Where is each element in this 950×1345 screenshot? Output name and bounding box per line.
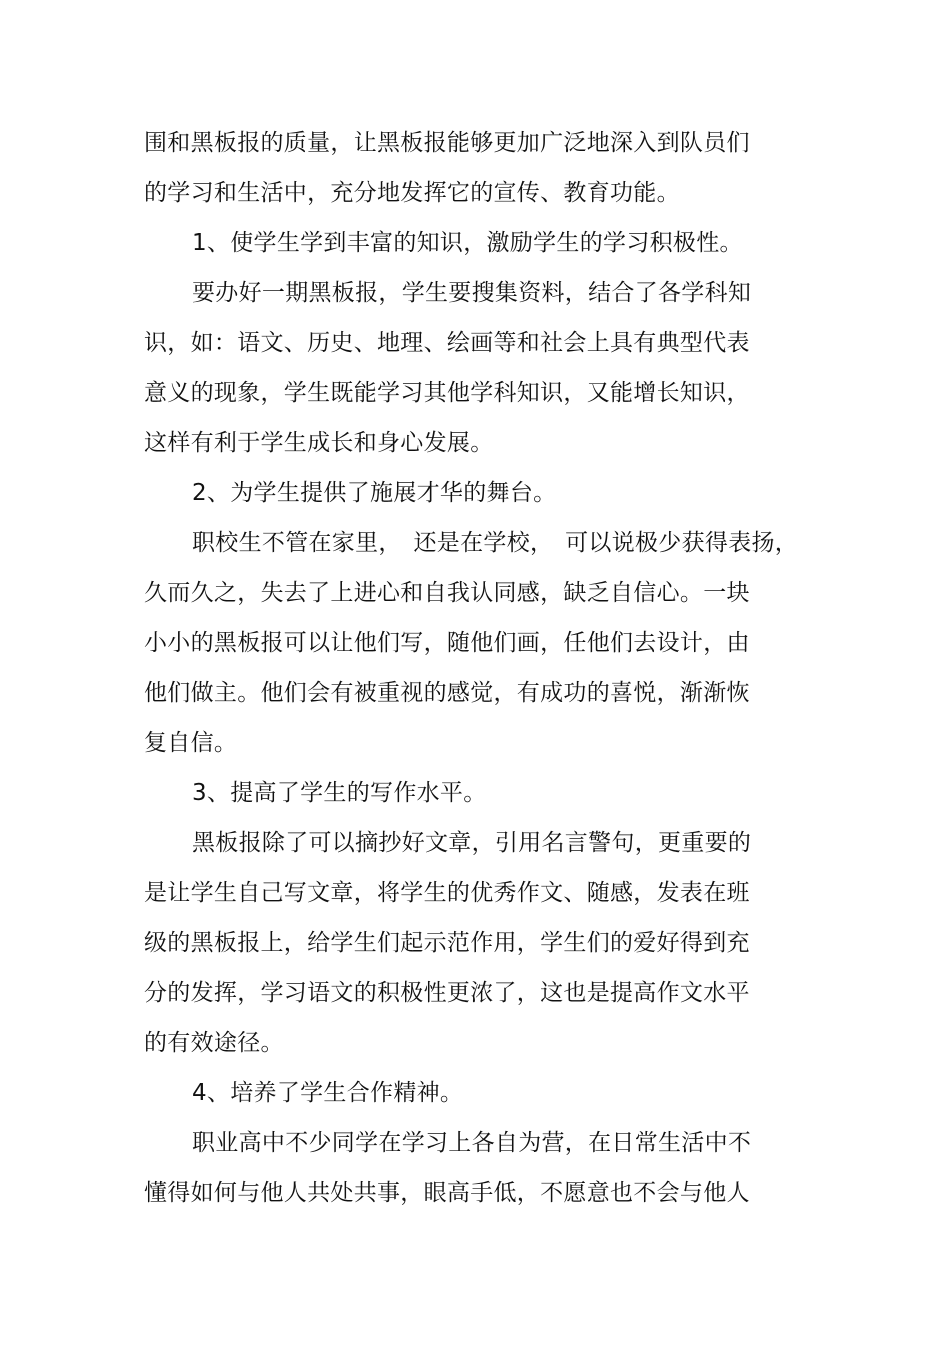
text-line: 识，如：语文、历史、地理、绘画等和社会上具有典型代表 bbox=[144, 330, 750, 356]
text-line: 级的黑板报上，给学生们起示范作用，学生们的爱好得到充 bbox=[144, 930, 750, 956]
paragraph-start: 职业高中不少同学在学习上各自为营，在日常生活中不 bbox=[192, 1130, 752, 1156]
text-line: 意义的现象，学生既能学习其他学科知识，又能增长知识， bbox=[144, 380, 750, 406]
section-heading-2: 2、为学生提供了施展才华的舞台。 bbox=[192, 480, 557, 506]
text-line: 这样有利于学生成长和身心发展。 bbox=[144, 430, 494, 456]
paragraph-start: 黑板报除了可以摘抄好文章，引用名言警句，更重要的 bbox=[192, 830, 752, 856]
text-line: 围和黑板报的质量，让黑板报能够更加广泛地深入到队员们 bbox=[144, 130, 750, 156]
text-line: 他们做主。他们会有被重视的感觉，有成功的喜悦，渐渐恢 bbox=[144, 680, 750, 706]
paragraph-start: 要办好一期黑板报，学生要搜集资料，结合了各学科知 bbox=[192, 280, 752, 306]
text-line: 是让学生自己写文章，将学生的优秀作文、随感，发表在班 bbox=[144, 880, 750, 906]
section-heading-3: 3、提高了学生的写作水平。 bbox=[192, 780, 487, 806]
text-line: 的有效途径。 bbox=[144, 1030, 284, 1056]
text-line: 复自信。 bbox=[144, 730, 238, 756]
text-line: 懂得如何与他人共处共事，眼高手低，不愿意也不会与他人 bbox=[144, 1180, 750, 1206]
text-line: 久而久之，失去了上进心和自我认同感，缺乏自信心。一块 bbox=[144, 580, 750, 606]
paragraph-start: 职校生不管在家里， 还是在学校， 可以说极少获得表扬， bbox=[192, 530, 799, 556]
text-line: 小小的黑板报可以让他们写，随他们画，任他们去设计，由 bbox=[144, 630, 750, 656]
document-body bbox=[144, 118, 804, 1218]
text-line: 的学习和生活中，充分地发挥它的宣传、教育功能。 bbox=[144, 180, 680, 206]
section-heading-4: 4、培养了学生合作精神。 bbox=[192, 1080, 464, 1106]
section-heading-1: 1、使学生学到丰富的知识，激励学生的学习积极性。 bbox=[192, 230, 743, 256]
text-line: 分的发挥，学习语文的积极性更浓了，这也是提高作文水平 bbox=[144, 980, 750, 1006]
